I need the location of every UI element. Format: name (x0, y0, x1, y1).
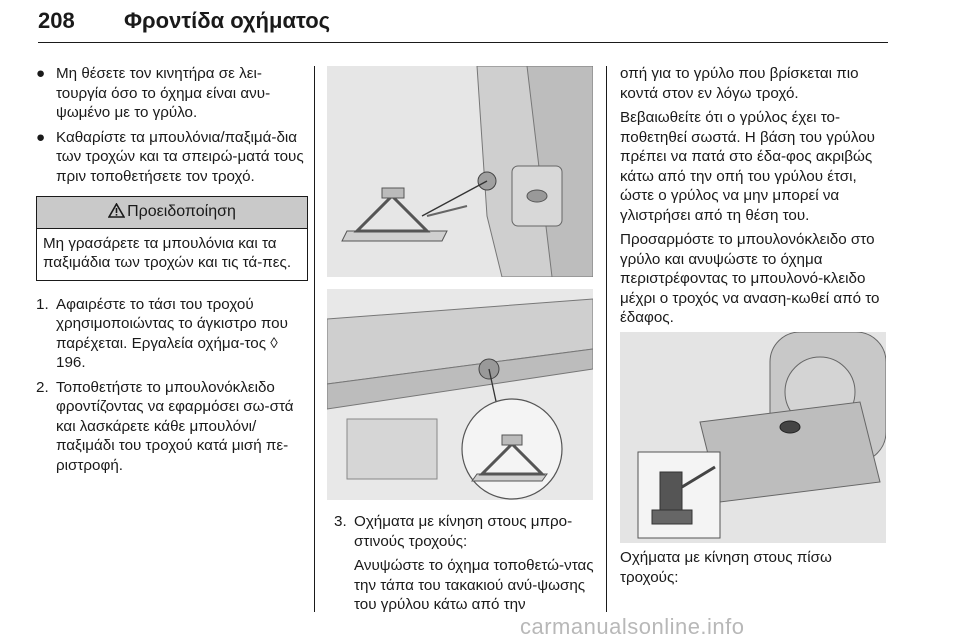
column-3 (620, 64, 890, 333)
column-divider (606, 66, 607, 612)
jack-overview-illustration (327, 66, 593, 277)
page-title: Φροντίδα οχήματος (124, 8, 331, 33)
bullet-icon: ● (36, 65, 46, 82)
step-item: 3. Οχήματα με κίνηση στους μπρο-στινούς τροχούς: (334, 513, 573, 550)
jack-position-illustration (327, 289, 593, 500)
page-header (38, 6, 888, 40)
warning-triangle-icon (108, 203, 125, 218)
rear-jack-illustration (620, 332, 886, 543)
warning-box (36, 196, 308, 281)
watermark: carmanualsonline.info (520, 614, 745, 639)
column-2-text (334, 512, 600, 620)
paragraph: οπή για το γρύλο που βρίσκεται πιο κοντά στον εν λόγω τροχό. (620, 65, 859, 102)
header-rule (38, 42, 888, 43)
step-item: 1. Αφαιρέστε το τάσι του τροχού χρησιμοποιώντας το άγκιστρο που παρέχεται. Εργαλεία οχήμα-τος ◊ 196. (36, 295, 288, 371)
bullet-item: ● Μη θέσετε τον κινητήρα σε λει-τουργία όσο το όχημα είναι ανυ-ψωμένο με το γρύλο. (36, 65, 271, 121)
column-divider (314, 66, 315, 612)
paragraph: Βεβαιωθείτε ότι ο γρύλος έχει το-ποθετηθεί σωστά. Η βάση του γρύλου πρέπει να πατά στο έδα-φος ακριβώς κάτω από την οπή του γρύλου έτσι, ώστε ο γρύλος να μην μπορεί να γλιστρήσει από τη θέση του. (620, 109, 875, 224)
step-item: 2. Τοποθετήστε το μπουλονόκλειδο φροντίζοντας να εφαρμόσει σω-στά και λασκάρετε κάθε μπουλόνι/ παξιμάδι του τροχού κατά μισή πε-ριστροφή. (36, 378, 294, 474)
page-number: 208 (38, 8, 75, 33)
step-subtext: Ανυψώστε το όχημα τοποθετώ-ντας την τάπα του τακακιού ανύ-ψωσης του γρύλου κάτω από την (354, 557, 594, 613)
column-1 (36, 64, 308, 480)
bullet-item: ● Καθαρίστε τα μπουλόνια/παξιμά-δια των τροχών και τα σπειρώ-ματά τους πριν τοποθετήσετε τον τροχό. (36, 128, 304, 185)
paragraph: Προσαρμόστε το μπουλονόκλειδο στο γρύλο και ανυψώστε το όχημα περιστρέφοντας το μπουλονό-κλειδο μέχρι ο τροχός να αναση-κωθεί από το έδαφος. (620, 231, 880, 326)
warning-heading: Προειδοποίηση (37, 197, 307, 229)
bullet-icon: ● (36, 128, 46, 146)
warning-body: Μη γρασάρετε τα μπουλόνια και τα παξιμάδια των τροχών και τις τά-πες. (43, 234, 292, 271)
column-3-after-figure: Οχήματα με κίνηση στους πίσω τροχούς: (620, 549, 832, 586)
